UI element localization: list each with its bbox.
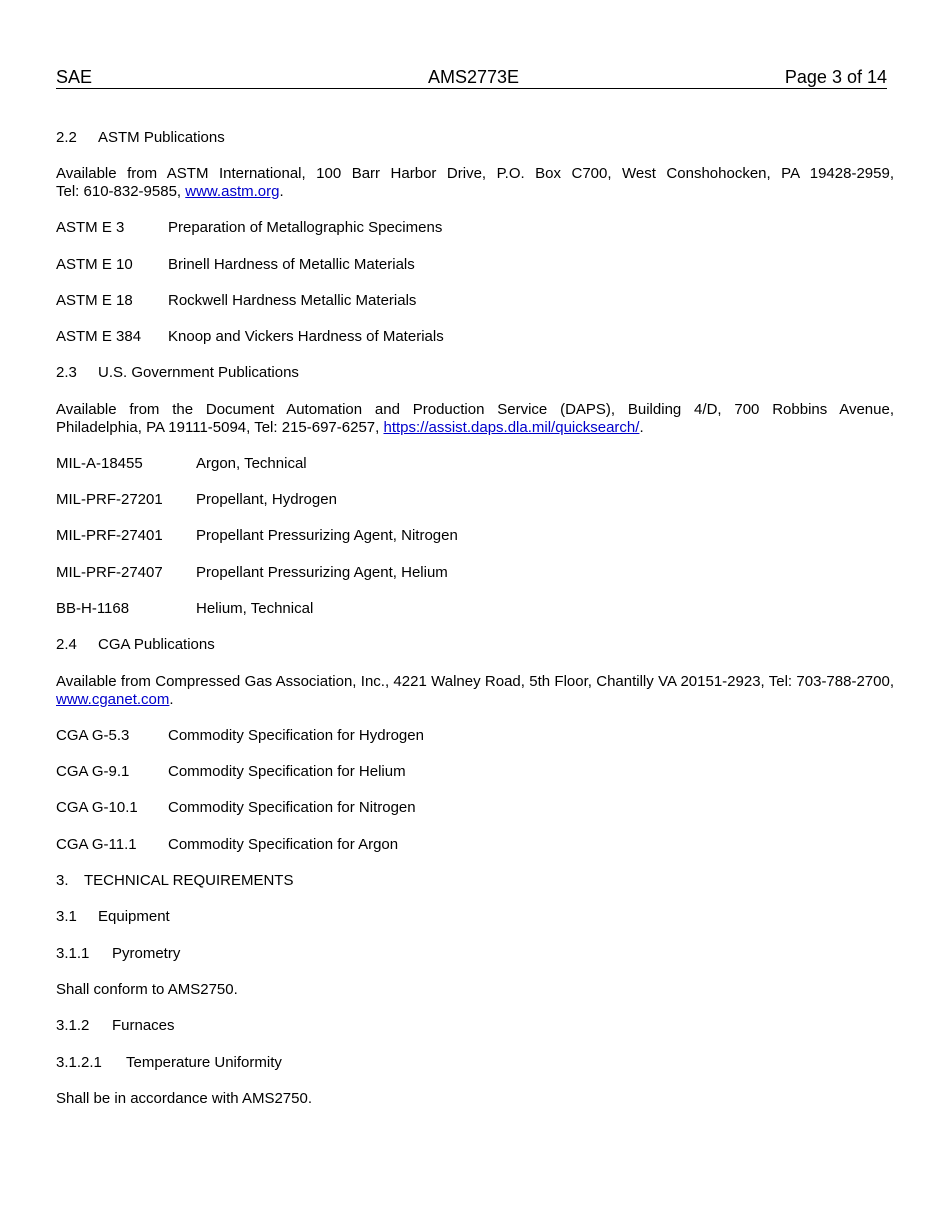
section-3-1-heading: 3.1 Equipment — [56, 908, 170, 925]
section-2-3-availability: Available from the Document Automation and Production Service (DAPS), Building 4/D, 700 Robbins Avenue, Philadelphia, PA 19111-5094, Tel: 215-697-6257, https://assist.daps.dla.mil/quicksearch/. — [56, 401, 894, 436]
header-doc-number: AMS2773E — [428, 67, 520, 87]
page-header — [56, 66, 887, 89]
reference-item: MIL-PRF-27401 Propellant Pressurizing Agent, Nitrogen — [56, 527, 458, 544]
section-2-2-availability: Available from ASTM International, 100 Barr Harbor Drive, P.O. Box C700, West Conshohocken, PA 19428-2959, Tel: 610-832-9585, www.astm.org. — [56, 165, 894, 200]
section-2-4-heading: 2.4 CGA Publications — [56, 636, 215, 653]
section-2-3-heading: 2.3 U.S. Government Publications — [56, 364, 299, 381]
section-3-1-1-heading: 3.1.1 Pyrometry — [56, 945, 181, 962]
section-3-1-2-heading: 3.1.2 Furnaces — [56, 1017, 175, 1034]
reference-item: CGA G-11.1 Commodity Specification for Argon — [56, 836, 399, 853]
reference-item: ASTM E 10 Brinell Hardness of Metallic Materials — [56, 256, 415, 273]
reference-item: CGA G-9.1 Commodity Specification for Helium — [56, 763, 406, 780]
reference-item: BB-H-1168 Helium, Technical — [56, 600, 314, 617]
reference-item: ASTM E 18 Rockwell Hardness Metallic Materials — [56, 292, 417, 309]
reference-item: ASTM E 384 Knoop and Vickers Hardness of Materials — [56, 328, 444, 345]
section-3-1-1-text: Shall conform to AMS2750. — [56, 981, 238, 998]
section-3-1-2-1-heading: 3.1.2.1 Temperature Uniformity — [56, 1054, 282, 1071]
reference-item: CGA G-5.3 Commodity Specification for Hydrogen — [56, 727, 424, 744]
reference-item: MIL-PRF-27407 Propellant Pressurizing Agent, Helium — [56, 564, 448, 581]
reference-item: MIL-A-18455 Argon, Technical — [56, 455, 307, 472]
reference-item: CGA G-10.1 Commodity Specification for Nitrogen — [56, 799, 416, 816]
reference-item: ASTM E 3 Preparation of Metallographic Specimens — [56, 219, 443, 236]
header-org: SAE — [56, 67, 93, 87]
reference-item: MIL-PRF-27201 Propellant, Hydrogen — [56, 491, 337, 508]
header-page-number: Page 3 of 14 — [784, 67, 887, 87]
section-3-1-2-1-text: Shall be in accordance with AMS2750. — [56, 1090, 312, 1107]
section-2-2-heading: 2.2 ASTM Publications — [56, 129, 225, 146]
section-2-4-availability: Available from Compressed Gas Association, Inc., 4221 Walney Road, 5th Floor, Chantilly VA 20151-2923, Tel: 703-788-2700, www.cganet.com. — [56, 673, 894, 708]
assist-quicksearch-link[interactable]: https://assist.daps.dla.mil/quicksearch/ — [383, 419, 640, 436]
section-3-heading: 3. TECHNICAL REQUIREMENTS — [56, 872, 294, 889]
cga-website-link[interactable]: www.cganet.com — [56, 691, 170, 708]
astm-website-link[interactable]: www.astm.org — [185, 183, 280, 200]
